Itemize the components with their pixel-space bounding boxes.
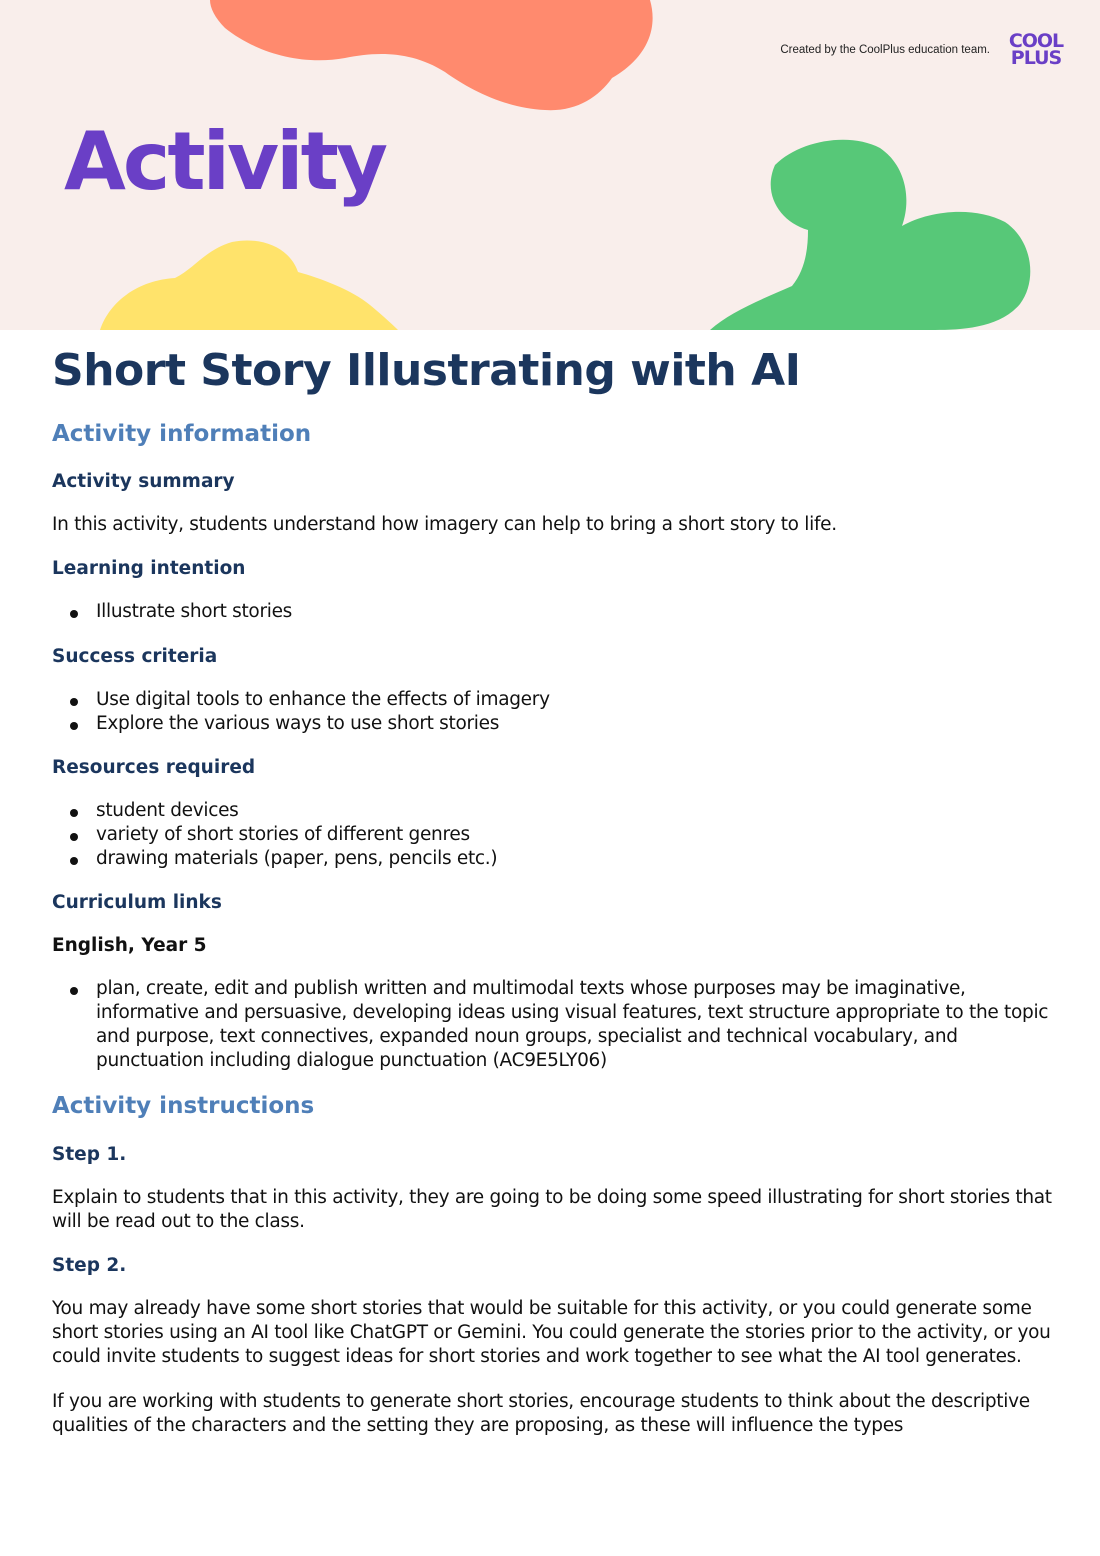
subheading-step-1: Step 1. — [52, 1144, 127, 1166]
curriculum-year-heading: English, Year 5 — [52, 935, 207, 957]
list-item-text: Illustrate short stories — [96, 601, 293, 623]
activity-summary-text: In this activity, students understand how imagery can help to bring a short story to life. — [52, 514, 837, 536]
green-blob — [710, 140, 1030, 330]
bullet-icon — [70, 857, 78, 865]
step-2-text-continued: If you are working with students to generate short stories, encourage students to think about the descriptive qualities of the characters and the setting they are proposing, as these will influence the types — [52, 1390, 1030, 1436]
list-item — [52, 847, 1062, 871]
bullet-icon — [70, 698, 78, 706]
list-item — [52, 799, 1062, 823]
list-item-text: Explore the various ways to use short stories — [96, 712, 500, 734]
list-item-text: student devices — [96, 799, 239, 821]
section-heading-activity-instructions: Activity instructions — [52, 1093, 315, 1120]
list-item-text: Use digital tools to enhance the effects of imagery — [96, 688, 550, 710]
resources-list — [52, 799, 1062, 871]
learning-intention-list — [52, 600, 1062, 624]
subheading-success-criteria: Success criteria — [52, 645, 218, 667]
list-item-text: plan, create, edit and publish written and multimodal texts whose purposes may be imaginative, informative and persuasive, developing ideas using visual features, text structure appropriate to the topic and purpose, text connectives, expanded noun groups, specialist and technical vocabulary, and punctuation including dialogue punctuation (AC9E5LY06) — [96, 978, 1049, 1072]
list-item-text: drawing materials (paper, pens, pencils etc.) — [96, 847, 498, 869]
bullet-icon — [70, 833, 78, 841]
list-item — [52, 600, 1062, 624]
subheading-learning-intention: Learning intention — [52, 558, 246, 580]
step-2-text: You may already have some short stories that would be suitable for this activity, or you could generate some short stories using an AI tool like ChatGPT or Gemini. You could generate the stories prior to the activity, or you could invite students to suggest ideas for short stories and work together to see what the AI tool generates. — [52, 1298, 1051, 1368]
bullet-icon — [70, 987, 78, 995]
logo-line-1: COOL — [1008, 30, 1064, 52]
subheading-curriculum-links: Curriculum links — [52, 892, 222, 914]
list-item — [52, 823, 1062, 847]
coral-blob — [210, 0, 653, 110]
curriculum-list — [52, 977, 1062, 1073]
yellow-blob — [100, 240, 398, 330]
step-1-text: Explain to students that in this activity, they are going to be doing some speed illustrating for short stories that will be read out to the class. — [52, 1187, 1052, 1233]
bullet-icon — [70, 610, 78, 618]
bullet-icon — [70, 809, 78, 817]
subheading-activity-summary: Activity summary — [52, 471, 235, 493]
bullet-icon — [70, 722, 78, 730]
subheading-resources-required: Resources required — [52, 756, 256, 778]
subheading-step-2: Step 2. — [52, 1255, 127, 1277]
page-title: Short Story Illustrating with AI — [52, 345, 801, 396]
header-banner — [0, 0, 1100, 330]
list-item-text: variety of short stories of different genres — [96, 823, 470, 845]
credit-text: Created by the CoolPlus education team. — [780, 44, 990, 56]
list-item — [52, 977, 1062, 1073]
list-item — [52, 688, 1062, 712]
logo-line-2: PLUS — [1010, 46, 1062, 69]
section-heading-activity-information: Activity information — [52, 420, 312, 447]
success-criteria-list — [52, 688, 1062, 736]
coolplus-logo — [1004, 30, 1068, 69]
document-body — [52, 346, 1062, 1458]
banner-title: Activity — [64, 115, 385, 208]
list-item — [52, 712, 1062, 736]
